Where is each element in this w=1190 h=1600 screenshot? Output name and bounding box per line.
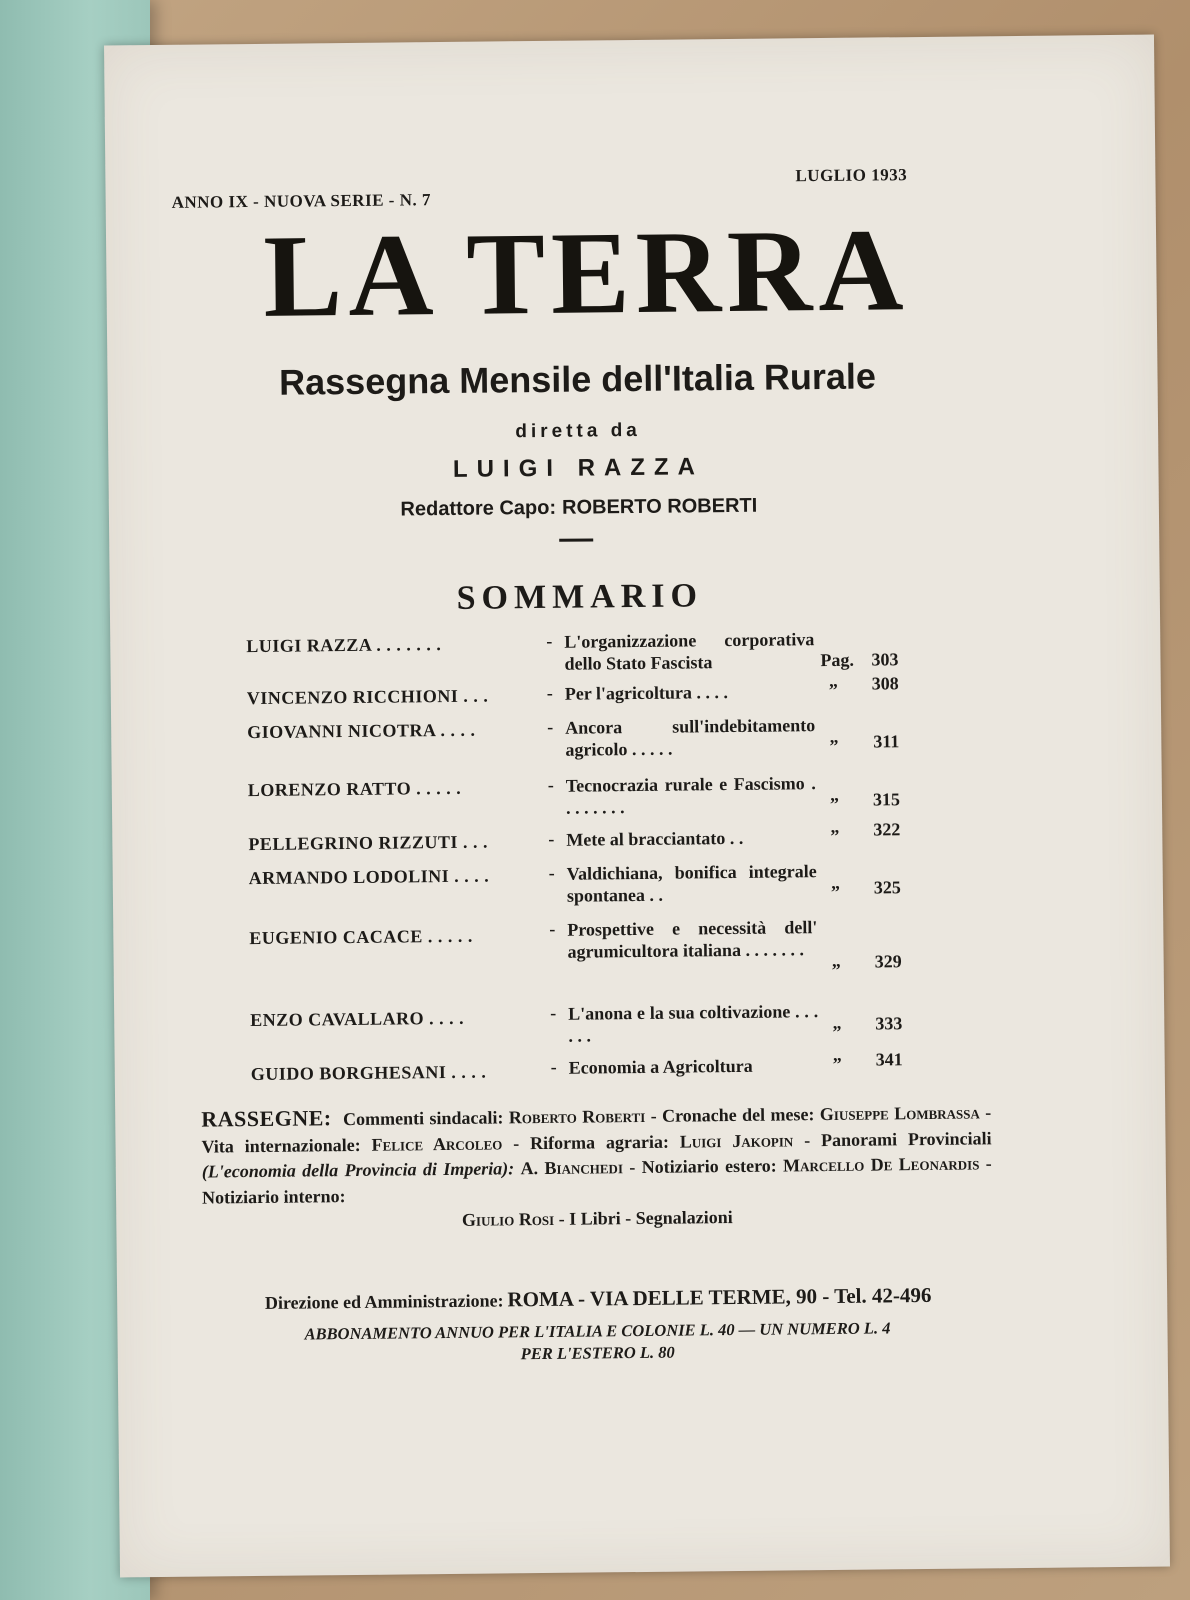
toc-ditto: ” <box>828 679 838 700</box>
toc-entry: LUIGI RAZZA . . . . . . . - L'organizzazione corporativa dello Stato Fascista Pag. 303 <box>246 629 899 674</box>
toc-ditto: ” <box>829 793 840 814</box>
toc-title: Valdichiana, bonifica integrale spontanea . . <box>566 861 817 906</box>
toc-page-label: Pag. <box>820 649 855 671</box>
toc-author: EUGENIO CACACE . . . . . <box>249 925 473 949</box>
review-author: A. Bianchedi <box>520 1157 624 1179</box>
toc-author: GUIDO BORGHESANI . . . . <box>250 1061 487 1085</box>
toc-page: 322 <box>873 819 901 840</box>
review-author: Felice Arcoleo <box>371 1132 503 1155</box>
toc-entry: EUGENIO CACACE . . . . . - Prospettive e necessità dell' agrumicultora italiana . . . . . . . ” 329 <box>249 917 902 980</box>
review-author: Giulio Rosi <box>461 1208 555 1230</box>
toc-author: VINCENZO RICCHIONI . . . <box>246 685 489 709</box>
toc-page: 303 <box>871 649 899 670</box>
toc-entry: PELLEGRINO RIZZUTI . . . - Mete al bracciantato . . ” 322 <box>248 819 901 855</box>
toc-author: LORENZO RATTO . . . . . <box>247 777 462 801</box>
toc-author: ENZO CAVALLARO . . . . <box>250 1007 465 1031</box>
director-name: LUIGI RAZZA <box>452 453 705 483</box>
masthead-title: LA TERRA <box>262 204 911 342</box>
toc-ditto: ” <box>831 959 841 980</box>
toc-title: L'organizzazione corporativa dello Stato Fascista <box>564 629 815 674</box>
review-section: - Cronache del mese: <box>650 1104 815 1126</box>
masthead-subtitle: Rassegna Mensile dell'Italia Rurale <box>278 355 877 403</box>
review-section: - Vita internazionale: <box>201 1102 992 1157</box>
toc-ditto: ” <box>829 735 839 756</box>
chief-editor-label: Redattore Capo: <box>400 496 557 521</box>
magazine-page <box>104 35 1170 1578</box>
review-author: Marcello De Leonardis <box>782 1153 980 1176</box>
toc-title: L'anona e la sua coltivazione . . . . . . <box>568 1001 819 1046</box>
directed-by-label: diretta da <box>515 419 641 443</box>
review-section-note: (L'economia della Provincia di Imperia): <box>201 1158 515 1182</box>
review-section: - Notiziario interno: <box>201 1153 992 1208</box>
toc-author: GIOVANNI NICOTRA . . . . <box>247 719 476 743</box>
reviews-label: RASSEGNE: <box>201 1105 332 1132</box>
toc-author: LUIGI RAZZA . . . . . . . <box>246 634 442 657</box>
divider-rule <box>559 538 593 541</box>
toc-title: Tecnocrazia rurale e Fascismo . . . . . . . . <box>565 773 816 818</box>
toc-entry: ARMANDO LODOLINI . . . . - Valdichiana, bonifica integrale spontanea . . ” 325 <box>248 861 901 906</box>
toc-page: 341 <box>875 1049 903 1070</box>
foreign-subscription-line: PER L'ESTERO L. 80 <box>520 1342 675 1364</box>
toc-ditto: ” <box>832 1053 842 1074</box>
toc-page: 325 <box>873 877 901 898</box>
toc-entry: VINCENZO RICCHIONI . . . - Per l'agricoltura . . . . ” 308 <box>246 673 899 709</box>
toc-title: Per l'agricoltura . . . . <box>564 682 729 704</box>
review-section: - Panorami Provinciali <box>804 1127 992 1150</box>
toc-entry: LORENZO RATTO . . . . . - Tecnocrazia rurale e Fascismo . . . . . . . . ” 315 <box>247 773 901 818</box>
toc-page: 311 <box>873 731 900 752</box>
toc-page: 333 <box>875 1013 903 1034</box>
review-section: - Riforma agraria: <box>513 1131 669 1153</box>
review-author: Luigi Jakopin <box>679 1129 794 1152</box>
table-of-contents <box>246 627 951 1094</box>
toc-title: Economia a Agricoltura <box>568 1055 753 1078</box>
admin-label: Direzione ed Amministrazione: <box>264 1290 504 1313</box>
toc-author: PELLEGRINO RIZZUTI . . . <box>248 831 489 855</box>
review-section: Commenti sindacali: <box>342 1107 504 1130</box>
toc-title: Prospettive e necessità dell' agrumicultora italiana . . . . . . . <box>567 917 818 962</box>
toc-page: 308 <box>871 673 899 694</box>
admin-line <box>203 1282 993 1315</box>
chief-editor-name: ROBERTO ROBERTI <box>561 494 758 519</box>
issue-info: ANNO IX - NUOVA SERIE - N. 7 <box>171 190 432 212</box>
toc-ditto: ” <box>830 881 841 902</box>
review-author: Giuseppe Lombrassa <box>819 1102 980 1125</box>
toc-entry: GUIDO BORGHESANI . . . . - Economia a Agricoltura ” 341 <box>250 1049 903 1085</box>
toc-author: ARMANDO LODOLINI . . . . <box>248 865 490 889</box>
issue-date: LUGLIO 1933 <box>795 165 908 186</box>
toc-title: Ancora sull'indebitamento agricolo . . . . . <box>565 715 816 760</box>
reviews-section <box>201 1098 992 1236</box>
toc-title: Mete al bracciantato . . <box>566 827 744 850</box>
subscription-line: ABBONAMENTO ANNUO PER L'ITALIA E COLONIE L. 40 — UN NUMERO L. 4 <box>304 1318 891 1344</box>
subscription-rates <box>217 1316 977 1368</box>
toc-page: 329 <box>874 951 902 972</box>
toc-page: 315 <box>872 789 901 810</box>
review-section: - I Libri - Segnalazioni <box>558 1207 733 1229</box>
toc-ditto: ” <box>830 825 840 846</box>
chief-editor-line <box>179 492 979 523</box>
toc-entry: ENZO CAVALLARO . . . . - L'anona e la sua coltivazione . . . . . . ” 333 <box>250 1001 903 1046</box>
review-section: - Notiziario estero: <box>629 1155 777 1178</box>
toc-ditto: ” <box>832 1021 842 1042</box>
toc-entry: GIOVANNI NICOTRA . . . . - Ancora sull'indebitamento agricolo . . . . . ” 311 <box>247 715 900 760</box>
toc-heading: SOMMARIO <box>456 577 704 617</box>
reviews-last-line <box>202 1202 992 1236</box>
admin-address: ROMA - VIA DELLE TERME, 90 - Tel. 42-496 <box>507 1282 932 1312</box>
review-author: Roberto Roberti <box>508 1105 646 1128</box>
